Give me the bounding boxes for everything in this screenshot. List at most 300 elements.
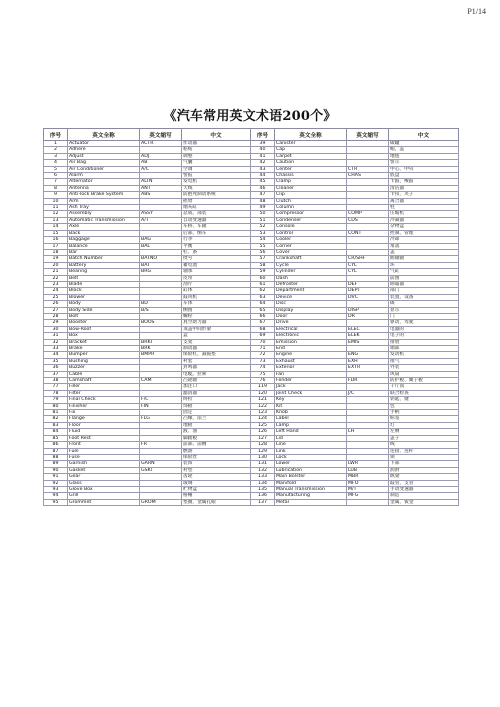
right-term-english: Drive [275,320,347,326]
right-term-chinese: 灯 [389,422,459,428]
left-term-number: 79 [44,397,68,403]
left-term-english: Fix [68,410,140,416]
page-number: P1/14 [467,7,486,16]
right-term-chinese: 电器的 [389,326,459,332]
right-term-english: Column [275,205,347,211]
left-term-chinese: 后部、倒车 [182,230,251,236]
left-term-number: 10 [44,198,68,204]
right-term-chinese: 帽，盖 [389,147,459,153]
right-term-chinese: 卡扣，夹子 [389,192,459,198]
right-term-number: 44 [251,173,275,179]
right-term-english: Chassis [275,173,347,179]
left-term-abbreviation: ABS [140,192,182,198]
left-term-number: 23 [44,281,68,287]
left-term-english: Garnish [68,461,140,467]
right-term-number: 51 [251,217,275,223]
right-term-chinese: 金属，钣金 [389,499,459,505]
left-term-number: 1 [44,141,68,147]
right-term-english: Lubrication [275,467,347,473]
right-term-english: Knob [275,410,347,416]
left-term-abbreviation: BATNO [140,256,182,262]
left-term-english: Glove Box [68,486,140,492]
left-term-chinese: 凸轮轴 [182,378,251,384]
right-term-number: 49 [251,205,275,211]
right-term-number: 39 [251,141,275,147]
right-term-english: Cylinder [275,269,347,275]
right-term-number: 64 [251,301,275,307]
left-term-abbreviation: BRK [140,346,182,352]
right-term-number: 125 [251,422,275,428]
right-term-chinese: 歧管，支管 [389,480,459,486]
right-term-english: Lower [275,461,347,467]
right-term-abbreviation: DEF [347,281,389,287]
right-term-chinese: 底盘 [389,173,459,179]
left-term-number: 28 [44,313,68,319]
left-term-english: Booster [68,320,140,326]
left-term-number: 7 [44,179,68,185]
right-term-number: 63 [251,294,275,300]
left-term-chinese: 格栅 [182,493,251,499]
left-term-chinese: 制动器 [182,346,251,352]
right-term-number: 61 [251,281,275,287]
right-term-number: 72 [251,352,275,358]
right-term-chinese: 清洁器 [389,185,459,191]
right-term-english: Key [275,397,347,403]
right-term-number: 69 [251,333,275,339]
right-term-chinese: 环 [389,262,459,268]
left-term-chinese: 天线 [182,185,251,191]
right-term-number: 133 [251,474,275,480]
right-term-abbreviation: M/T [347,486,389,492]
left-term-abbreviation: F/C [140,397,182,403]
right-term-english: Dash [275,275,347,281]
left-term-english: Fuse [68,454,140,460]
left-term-number: 95 [44,499,68,505]
left-term-abbreviation: ACTR [140,141,182,147]
left-term-abbreviation: GROM [140,499,182,505]
left-term-chinese: 鼓风机 [182,294,251,300]
left-term-number: 89 [44,461,68,467]
right-term-number: 53 [251,230,275,236]
right-term-english: Main Bolster [275,474,347,480]
left-term-chinese: 摇臂 [182,198,251,204]
right-term-chinese: 中心、中央 [389,166,459,172]
right-term-chinese: 部门 [389,288,459,294]
right-term-abbreviation: DEPT [347,288,389,294]
document-title: 《汽车常用英文术语200个》 [163,109,337,124]
right-term-english: Lid [275,435,347,441]
left-term-english: Final Check [68,397,140,403]
right-term-number: 76 [251,378,275,384]
right-term-chinese: 压缩机 [389,211,459,217]
right-term-chinese: 制造 [389,493,459,499]
right-term-number: 71 [251,346,275,352]
right-term-english: Center [275,166,347,172]
left-term-english: Adjust [68,153,140,159]
right-term-chinese: 离合器 [389,198,459,204]
left-term-number: 19 [44,256,68,262]
left-term-english: Anti-lock Brake System [68,192,140,198]
left-term-english: Antenna [68,185,140,191]
right-term-number: 50 [251,211,275,217]
left-term-english: Air Conditioner [68,166,140,172]
right-term-abbreviation: CYL [347,262,389,268]
left-term-chinese: 批号 [182,256,251,262]
column-header: 英文全称 [68,129,140,141]
right-term-chinese: 手动变速器 [389,486,459,492]
right-term-chinese: 碟 [389,301,459,307]
left-term-chinese: 盒 [182,333,251,339]
left-term-abbreviation: ADJ [140,153,182,159]
left-term-chinese: 贮物盒 [182,486,251,492]
right-term-number: 57 [251,256,275,262]
left-term-english: Adhere [68,147,140,153]
left-term-chinese: 固定 [182,410,251,416]
right-term-number: 45 [251,179,275,185]
left-term-number: 12 [44,211,68,217]
right-term-chinese: 卡箍，喉箍 [389,179,459,185]
left-term-number: 13 [44,217,68,223]
left-term-english: Blower [68,294,140,300]
right-term-number: 42 [251,160,275,166]
right-term-chinese: 钥匙、键 [389,397,459,403]
left-term-chinese: 燃油 [182,448,251,454]
left-term-number: 21 [44,269,68,275]
left-term-english: Gasket [68,467,140,473]
left-term-abbreviation: GSKT [140,467,182,473]
right-term-english: Label [275,416,347,422]
left-term-english: Automatic Transmission [68,217,140,223]
left-term-english: Batch Number [68,256,140,262]
left-term-number: 18 [44,249,68,255]
left-term-abbreviation: CAM [140,378,182,384]
left-term-number: 35 [44,358,68,364]
right-term-number: 123 [251,410,275,416]
left-term-english: Grommet [68,499,140,505]
right-term-chinese: 联合检查 [389,390,459,396]
left-term-number: 93 [44,486,68,492]
left-term-number: 27 [44,307,68,313]
right-term-abbreviation: ENG [347,352,389,358]
right-term-chinese: 冷却 [389,237,459,243]
right-term-english: Control [275,230,347,236]
right-term-chinese: 排放 [389,339,459,345]
right-term-chinese: 曲轴轴 [389,256,459,262]
left-term-chinese: 保险杠，减振垫 [182,352,251,358]
right-term-number: 48 [251,198,275,204]
right-term-chinese: 门 [389,313,459,319]
left-term-chinese: 电缆，拉索 [182,371,251,377]
left-term-english: Foot Rest [68,435,140,441]
left-term-abbreviation: ASSY [140,211,182,217]
right-term-number: 131 [251,461,275,467]
left-term-english: Air Bag [68,160,140,166]
right-term-abbreviation: CR/SHF [347,256,389,262]
left-term-number: 4 [44,160,68,166]
left-term-abbreviation: FLG [140,416,182,422]
left-term-number: 33 [44,346,68,352]
column-header: 序号 [251,129,275,141]
right-term-number: 128 [251,442,275,448]
left-term-english: Bearing [68,269,140,275]
left-term-abbreviation: GARN [140,461,182,467]
left-term-abbreviation: BRG [140,269,182,275]
left-term-number: 3 [44,153,68,159]
left-term-chinese: 终检 [182,397,251,403]
left-term-chinese: 作动器 [182,141,251,147]
right-term-number: 75 [251,371,275,377]
right-term-english: Lamp [275,422,347,428]
left-term-chinese: 轴承 [182,269,251,275]
left-term-chinese: 顶盖中间形梁 [182,326,251,332]
left-term-number: 82 [44,416,68,422]
right-term-abbreviation: J/C [347,390,389,396]
right-term-chinese: 柱 [389,205,459,211]
right-term-chinese: 千斤顶 [389,384,459,390]
left-term-english: Grill [68,493,140,499]
column-header: 英文缩写 [140,129,182,141]
right-term-abbreviation: COMP [347,211,389,217]
right-term-chinese: 装置、设备 [389,294,459,300]
left-term-number: 32 [44,339,68,345]
right-term-english: Left Hand [275,429,347,435]
left-term-number: 77 [44,384,68,390]
left-term-chinese: 衬套 [182,358,251,364]
left-term-number: 20 [44,262,68,268]
left-term-number: 9 [44,192,68,198]
left-term-number: 84 [44,429,68,435]
left-term-number: 94 [44,493,68,499]
left-term-chinese: 垫圈，金属孔眼 [182,499,251,505]
left-term-chinese: 调整 [182,153,251,159]
left-term-abbreviation: FIN [140,403,182,409]
left-term-chinese: 衬垫 [182,467,251,473]
left-term-english: Cable [68,371,140,377]
right-term-abbreviation: EXTR [347,365,389,371]
right-term-chinese: 润滑 [389,467,459,473]
right-term-number: 41 [251,153,275,159]
left-term-number: 14 [44,224,68,230]
right-term-abbreviation: DVC [347,294,389,300]
left-term-chinese: 总成、部装 [182,211,251,217]
left-term-number: 86 [44,442,68,448]
right-term-chinese: 警示 [389,160,459,166]
left-term-number: 30 [44,326,68,332]
right-term-english: Compressor [275,211,347,217]
left-term-english: Buzzer [68,365,140,371]
right-term-number: 46 [251,185,275,191]
right-term-english: Manufacturing [275,493,347,499]
right-term-english: Exterior [275,365,347,371]
left-term-abbreviation: AB [140,160,182,166]
left-term-abbreviation: ANT [140,185,182,191]
right-term-chinese: 地毯 [389,153,459,159]
right-term-english: Cooler [275,237,347,243]
right-term-number: 55 [251,243,275,249]
right-term-number: 74 [251,365,275,371]
right-term-chinese: 气缸 [389,269,459,275]
left-term-english: Axle [68,224,140,230]
left-term-chinese: 脚踏板 [182,435,251,441]
left-term-chinese: 平衡 [182,243,251,249]
right-term-chinese: 外装 [389,365,459,371]
right-term-abbreviation: MBR [347,474,389,480]
left-term-english: Bracket [68,339,140,345]
right-term-chinese: 标签 [389,416,459,422]
right-term-number: 62 [251,288,275,294]
left-term-chinese: 发电机 [182,179,251,185]
left-term-number: 25 [44,294,68,300]
left-term-english: Filler [68,384,140,390]
right-term-chinese: 控制、管理 [389,230,459,236]
right-term-number: 73 [251,358,275,364]
right-term-number: 56 [251,249,275,255]
right-term-abbreviation [347,499,389,505]
left-term-number: 36 [44,365,68,371]
right-term-number: 135 [251,486,275,492]
left-term-abbreviation: BAG [140,237,182,243]
left-term-chinese: 行李 [182,237,251,243]
right-term-number: 120 [251,390,275,396]
right-term-chinese: 下部 [389,461,459,467]
right-term-chinese: 左侧 [389,429,459,435]
left-term-chinese: 滤清器 [182,390,251,396]
right-term-english: Condenser [275,217,347,223]
left-term-number: 88 [44,454,68,460]
right-term-chinese: 角落 [389,243,459,249]
right-term-chinese: 驱动，驾驶 [389,320,459,326]
left-term-number: 78 [44,390,68,396]
right-term-chinese: 防护板、翼子板 [389,378,459,384]
left-term-chinese: 杠、条 [182,249,251,255]
right-term-english: Emission [275,339,347,345]
left-term-english: Bolt [68,313,140,319]
right-term-english: Cap [275,147,347,153]
right-term-number: 129 [251,448,275,454]
left-term-chinese: 玻璃 [182,480,251,486]
left-term-number: 29 [44,320,68,326]
right-term-number: 126 [251,429,275,435]
left-term-chinese: 液、油 [182,429,251,435]
left-term-chinese: 凸缘，法兰 [182,416,251,422]
left-term-english: Fluid [68,429,140,435]
left-term-english: Assembly [68,211,140,217]
right-term-chinese: 电子的 [389,333,459,339]
left-term-english: Actuator [68,141,140,147]
left-term-english: Fuel [68,448,140,454]
left-term-chinese: 警报 [182,173,251,179]
left-term-english: Glass [68,480,140,486]
right-term-english: Lock [275,454,347,460]
left-term-english: Baggage [68,237,140,243]
right-term-number: 124 [251,416,275,422]
right-term-abbreviation: EXH [347,358,389,364]
column-header: 序号 [44,129,68,141]
left-term-chinese: 侧围 [182,307,251,313]
left-term-abbreviation: A/C [140,166,182,172]
right-term-number: 68 [251,326,275,332]
right-term-abbreviation: CTR [347,166,389,172]
right-term-number: 47 [251,192,275,198]
left-term-number: 34 [44,352,68,358]
left-term-number: 83 [44,422,68,428]
right-term-english: Electrical [275,326,347,332]
right-term-chinese: 前围 [389,275,459,281]
right-term-chinese: 盖子 [389,435,459,441]
right-term-english: Fan [275,371,347,377]
right-term-abbreviation: CDS [347,217,389,223]
left-term-abbreviation: ALTN [140,179,182,185]
right-term-number: 137 [251,499,275,505]
left-term-english: Arm [68,198,140,204]
left-term-number: 92 [44,480,68,486]
right-term-number: 59 [251,269,275,275]
left-term-number: 5 [44,166,68,172]
left-term-english: Floor [68,422,140,428]
right-term-english: Fender [275,378,347,384]
left-term-number: 85 [44,435,68,441]
left-term-english: Body [68,301,140,307]
left-term-chinese: 封鸣器 [182,365,251,371]
right-term-english: Jack [275,384,347,390]
right-term-number: 70 [251,339,275,345]
right-term-number: 136 [251,493,275,499]
right-term-chinese: 发动机 [389,352,459,358]
left-term-number: 15 [44,230,68,236]
column-header: 中文 [389,129,459,141]
right-term-english: Exhaust [275,358,347,364]
right-term-abbreviation: LH [347,429,389,435]
right-term-english: Console [275,224,347,230]
column-header: 中文 [182,129,251,141]
left-term-chinese: 螺栓 [182,313,251,319]
right-term-chinese: 连接、连杆 [389,448,459,454]
left-term-number: 11 [44,205,68,211]
left-term-chinese: 装饰 [182,461,251,467]
right-term-chinese: 纵梁 [389,474,459,480]
right-term-english: Clamp [275,179,347,185]
right-term-number: 67 [251,320,275,326]
left-term-chinese: 防抱死制动系统 [182,192,251,198]
left-term-english: Blade [68,281,140,287]
left-term-chinese: 刮片 [182,281,251,287]
left-term-abbreviation: BOOS [140,320,182,326]
left-term-english: Camshaft [68,378,140,384]
left-term-chinese: 蓄电池 [182,262,251,268]
left-term-chinese: 缸体 [182,288,251,294]
left-term-chinese: 皮带 [182,275,251,281]
left-term-number: 87 [44,448,68,454]
left-term-number: 91 [44,474,68,480]
right-term-number: 132 [251,467,275,473]
right-term-abbreviation: CHAS [347,173,389,179]
left-term-english: Filter [68,390,140,396]
left-term-english: Bushing [68,358,140,364]
right-term-abbreviation: MFO [347,480,389,486]
right-term-abbreviation: ELEK [347,333,389,339]
table-row [44,499,459,505]
right-term-english: Link [275,448,347,454]
left-term-abbreviation: A/T [140,217,182,223]
table-header-row [44,129,459,141]
left-term-english: Finisher [68,403,140,409]
left-term-number: 16 [44,237,68,243]
left-term-english: Gear [68,474,140,480]
right-term-chinese: 手柄 [389,410,459,416]
right-term-english: Joint Check [275,390,347,396]
right-term-number: 121 [251,397,275,403]
right-term-chinese: 端部 [389,346,459,352]
